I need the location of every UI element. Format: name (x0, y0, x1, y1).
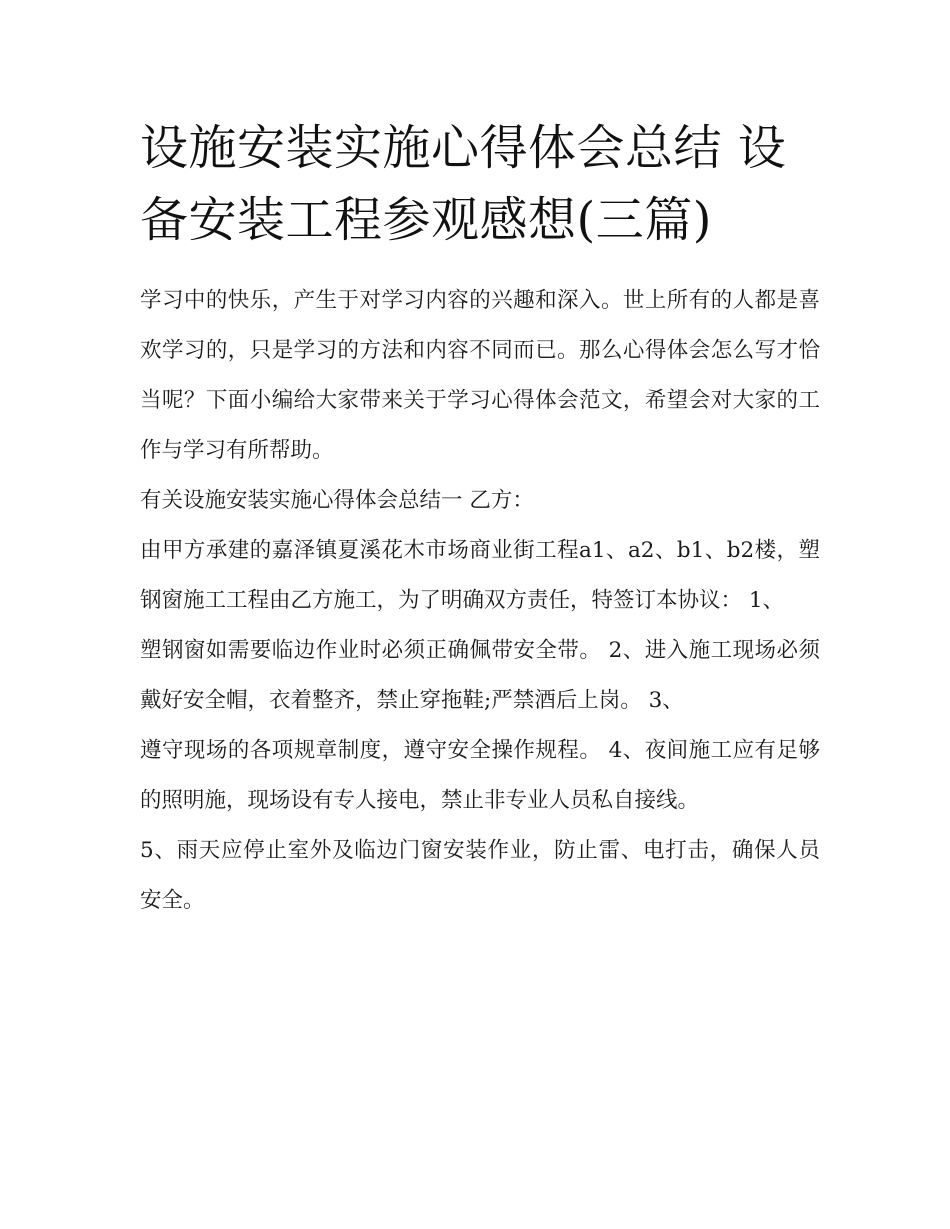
regulation-paragraph: 遵守现场的各项规章制度，遵守安全操作规程。 4、夜间施工应有足够的照明施，现场设有专人接电，禁止非专业人员私自接线。 (140, 738, 820, 813)
safety-rule-paragraph: 塑钢窗如需要临边作业时必须正确佩带安全带。 2、进入施工现场必须戴好安全帽，衣着整齐，禁止穿拖鞋;严禁酒后上岗。 3、 (140, 638, 820, 713)
intro-paragraph: 学习中的快乐，产生于对学习内容的兴趣和深入。世上所有的人都是喜欢学习的，只是学习的方法和内容不同而已。那么心得体会怎么写才恰当呢？下面小编给大家带来关于学习心得体会范文，希望会对大家的工作与学习有所帮助。 (140, 288, 820, 463)
document-title: 设施安装实施心得体会总结 设备安装工程参观感想(三篇) (140, 120, 787, 248)
weather-rule-paragraph: 5、雨天应停止室外及临边门窗安装作业，防止雷、电打击，确保人员安全。 (140, 838, 820, 913)
agreement-paragraph: 由甲方承建的嘉泽镇夏溪花木市场商业街工程a1、a2、b1、b2楼，塑钢窗施工工程由乙方施工，为了明确双方责任，特签订本协议： 1、 (140, 538, 820, 613)
section-heading: 有关设施安装实施心得体会总结一 乙方： (140, 488, 534, 513)
document-body (140, 276, 820, 926)
